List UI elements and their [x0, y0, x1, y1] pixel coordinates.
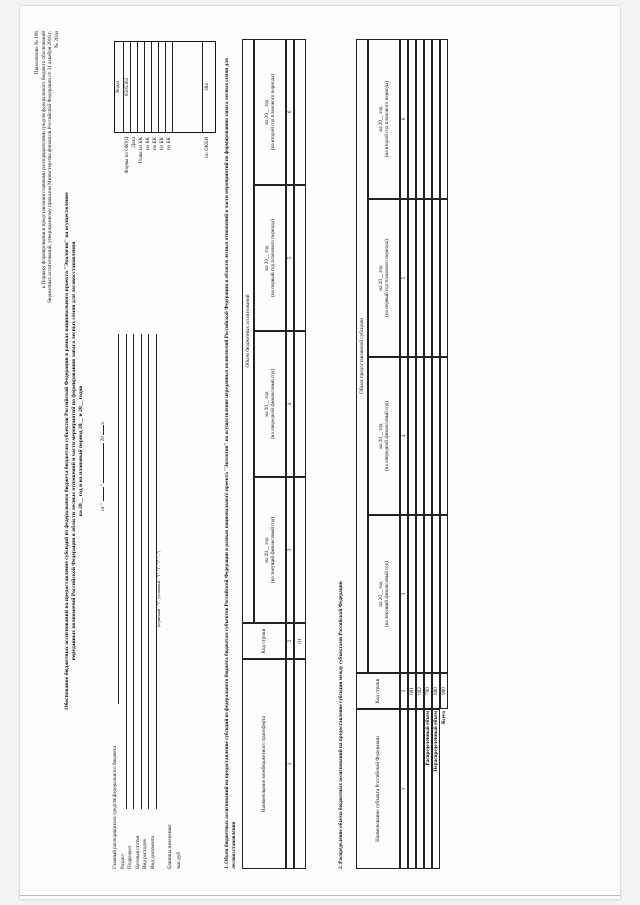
s1-col-sub: (на текущий финансовый год): [270, 516, 276, 584]
date-mid: ": [100, 484, 106, 487]
date-line: [100, 291, 107, 511]
s1-row-val: [294, 185, 306, 331]
s2-row-val: [416, 357, 424, 515]
s2-row-name-total: Всего: [440, 711, 447, 724]
s2-col-sub: (на очередной финансовый год): [384, 400, 390, 472]
field-doc-type: [150, 309, 158, 869]
date-month-blank: [103, 443, 104, 483]
section1-title: 1. Объем бюджетных ассигнований на предоставление субсидий из федерального бюджета бюджетам субъектов Российской Федерации в рамках национального проекта "Экология" на осуществление переданных полномочий Российской Федерации в области лесных отношений в части мероприятий по формированию запаса лесных семян для лесовосстановления: [224, 58, 237, 869]
unit-value: тыс.руб: [176, 851, 182, 869]
s2-num-2: 2: [400, 673, 408, 709]
unit-value-row: [176, 309, 183, 869]
appendix-line-1: Приложение № 106: [34, 31, 40, 75]
s2-row-name-distributed: Распределенный объем: [424, 709, 432, 869]
field-label: Вид расходов: [142, 839, 148, 869]
s1-num-1: 1: [286, 659, 294, 869]
s2-header-code: Код строки: [356, 673, 400, 709]
s1-num-6: 6: [286, 39, 294, 185]
s2-row-name: [416, 709, 424, 869]
s2-row-code: 900: [440, 673, 448, 709]
s2-row-val: [408, 199, 416, 357]
s2-num-1: 1: [400, 709, 408, 869]
appendix-note: [34, 31, 60, 451]
codes-label-bk-2: по БК: [152, 137, 158, 151]
s1-col-year: на 20__ год: [263, 391, 270, 417]
s2-row-code: 800: [432, 673, 440, 709]
date-day-blank: [103, 487, 104, 501]
field-target-item: [135, 309, 143, 869]
okei-label: по ОКЕИ: [204, 137, 210, 158]
s2-row-val: [432, 515, 440, 673]
s2-col-sub: (на первый год планового периода): [384, 239, 390, 317]
s1-col-next: [254, 331, 286, 477]
s1-num-2: 2: [286, 623, 294, 659]
s1-num-4: 4: [286, 331, 294, 477]
codes-box: [114, 41, 216, 133]
s2-col-plan2: [368, 39, 400, 199]
codes-label-glava: Глава по БК: [138, 137, 144, 164]
s2-row-val: [424, 515, 432, 673]
s1-row-name: [294, 659, 306, 869]
field-label: Вид документа: [149, 835, 156, 869]
s1-row-val: [294, 39, 306, 185]
s2-num-5: 5: [400, 199, 408, 357]
scan-edge-line: [20, 895, 620, 896]
s2-row-val: [440, 357, 448, 515]
codes-label-bk-1: по БК: [145, 137, 151, 151]
field-label: Целевая статья: [134, 835, 141, 869]
s2-row-val: [424, 39, 432, 199]
okud-label: Форма по ОКУД: [124, 137, 130, 174]
date-year: 20: [100, 436, 106, 442]
field-label: Главный распорядитель средств федерального бюджета: [112, 745, 118, 869]
s2-col-year: на 20__ год: [377, 423, 384, 449]
date-year-blank: [103, 425, 104, 435]
codes-date-cell: [131, 42, 138, 132]
s2-row-name-undistributed: Нераспределенный объем: [432, 709, 440, 869]
codes-bk-cell: [145, 42, 152, 132]
unit-label: Единица измерения:: [167, 823, 173, 869]
s2-col-sub: (на второй год планового периода): [384, 80, 390, 158]
s2-row-val: [424, 199, 432, 357]
s2-col-plan1: [368, 199, 400, 357]
s2-row-val: [440, 199, 448, 357]
field-subsection: [127, 309, 135, 869]
codes-bk-cell: [166, 42, 173, 132]
rotated-page: [20, 11, 620, 891]
s2-row-val: [408, 357, 416, 515]
codes-blank-cell: [173, 42, 203, 132]
s2-num-3: 3: [400, 515, 408, 673]
s2-col-year: на 20__ год: [377, 106, 384, 132]
s2-row-val: [416, 39, 424, 199]
s1-num-3: 3: [286, 477, 294, 623]
s1-header-code: Код строки: [242, 623, 286, 659]
s1-col-current: [254, 477, 286, 623]
s2-row-val: [424, 357, 432, 515]
section2-table: [356, 39, 456, 869]
appendix-line-3: бюджетных ассигнований, утвержденному приказом Министерства финансов Российской Федерации от 31 декабря 2016 г.: [47, 31, 53, 303]
s1-col-sub: (на первый год планового периода): [270, 219, 276, 297]
s1-col-sub: (на второй год планового периода): [270, 73, 276, 151]
s1-row-val: [294, 331, 306, 477]
s2-row-val: [408, 39, 416, 199]
s2-row-val: [432, 357, 440, 515]
field-label: Подраздел: [127, 845, 133, 869]
s2-row-val: [432, 39, 440, 199]
codes-label-date: Дата: [131, 137, 137, 148]
s2-num-6: 6: [400, 39, 408, 199]
codes-label-bk-3: по БК: [159, 137, 165, 151]
s2-row-val: [440, 515, 448, 673]
s2-row-code: 002: [416, 673, 424, 709]
codes-bk-cell: [152, 42, 159, 132]
codes-okud-value: 0505362: [124, 42, 131, 132]
s2-col-sub: (на текущий финансовый год): [384, 560, 390, 628]
s2-row-val: [416, 515, 424, 673]
s2-header-name: Наименование субъекта Российской Федерации: [356, 709, 400, 869]
s2-row-val: [416, 199, 424, 357]
codes-label-bk-4: по БК: [166, 137, 172, 151]
s2-row-val: [408, 515, 416, 673]
s2-col-next: [368, 357, 400, 515]
s1-col-year: на 20__ год: [263, 537, 270, 563]
s1-row-code: 01: [294, 623, 306, 659]
s2-num-4: 4: [400, 357, 408, 515]
appendix-line-4: № 261н: [53, 31, 60, 48]
field-section: [120, 309, 128, 869]
s1-row-val: [294, 477, 306, 623]
s1-col-year: на 20__ год: [263, 245, 270, 271]
date-prefix: от ": [100, 502, 106, 511]
title-line-1: Обоснование бюджетных ассигнований на предоставление субсидий из федерального бюджета бюджетам субъектов Российской Федерации в рамках национального проекта "Экология" на осуществление: [64, 192, 70, 710]
s1-col-plan2: [254, 39, 286, 185]
document-title: [64, 51, 85, 851]
unit-label-row: [167, 309, 174, 869]
s1-group-header: Объем бюджетных ассигнований: [242, 39, 254, 623]
s1-num-5: 5: [286, 185, 294, 331]
document-sheet: [20, 6, 620, 899]
codes-okei-value: 384: [204, 83, 210, 91]
s2-col-year: на 20__ год: [377, 265, 384, 291]
title-line-3: на 20__ год и на плановый период 20__ и 20__ годов: [77, 385, 84, 517]
section2-title: 2. Распределение объема бюджетных ассигнований на предоставление субсидии между субъектами Российской Федерации: [338, 581, 344, 869]
title-line-2: переданных полномочий Российской Федерации в области лесных отношений в части мероприятий по формированию запаса лесных семян для лесовосстановления: [70, 241, 77, 661]
s1-col-plan1: [254, 185, 286, 331]
s1-col-year: на 20__ год: [263, 99, 270, 125]
header-fields: [112, 309, 183, 869]
field-expense-type: [142, 309, 150, 869]
appendix-line-2: к Порядку формирования и представления главными распорядителями средств федерального бюджета обоснований: [40, 31, 47, 289]
date-suffix: г.: [100, 420, 106, 424]
doc-type-hint: (первичный - "0", уточненный - "1", "2", "3", "..."): [157, 551, 161, 627]
field-label: Раздел: [119, 854, 126, 869]
s2-row-name: [408, 709, 416, 869]
codes-bk-cell: [159, 42, 166, 132]
codes-header: Коды: [115, 42, 124, 132]
s2-row-val: [440, 39, 448, 199]
s2-col-year: на 20__ год: [377, 581, 384, 607]
s2-row-val: [432, 199, 440, 357]
s2-row-code: 001: [408, 673, 416, 709]
s2-row-code: 700: [424, 673, 432, 709]
s2-group-header: Объем предоставляемой субсидии: [356, 39, 368, 673]
section1-table: [242, 39, 322, 869]
s1-col-sub: (на очередной финансовый год): [270, 368, 276, 440]
codes-glava-cell: [138, 42, 145, 132]
field-grbs: [112, 309, 120, 869]
s1-header-name: Наименование межбюджетного трансферта: [242, 659, 286, 869]
s2-col-current: [368, 515, 400, 673]
